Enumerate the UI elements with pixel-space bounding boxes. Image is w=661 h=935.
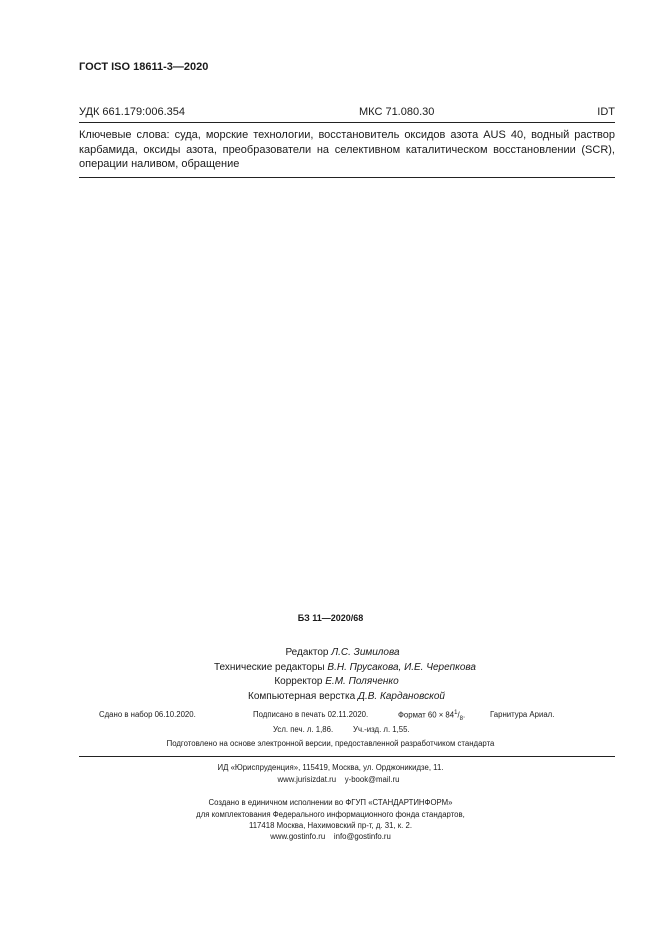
idt-mark: IDT — [597, 106, 615, 118]
creator-site[interactable]: www.gostinfo.ru — [270, 832, 326, 841]
format-info: Формат $60 \times 84^1/_8$. — [398, 710, 466, 723]
editor-line: Редактор Л.С. Зимилова — [285, 647, 400, 658]
font-info: Гарнитура Ариал. — [490, 710, 555, 719]
tech-editors-line: Технические редакторы В.Н. Прусакова, И.Е. Черепкова — [213, 661, 476, 673]
credits-block — [0, 646, 661, 704]
publisher-address: ИД «Юриспруденция», 115419, Москва, ул. Орджоникидзе, 11. — [217, 763, 444, 772]
layout-name: Д.В. Кардановской — [357, 690, 445, 702]
layout-line: Компьютерная верстка Д.В. Кардановской — [248, 690, 445, 702]
corrector-line: Корректор Е.М. Поляченко — [274, 676, 399, 687]
publisher-site[interactable]: www.jurisizdat.ru — [277, 775, 337, 784]
udk-code: УДК 661.179:006.354 — [79, 106, 185, 118]
top-divider — [79, 122, 615, 123]
corrector-name: Е.М. Поляченко — [325, 676, 399, 687]
publisher-contacts — [0, 775, 661, 784]
editor-name: Л.С. Зимилова — [331, 647, 400, 658]
bottom-divider — [79, 756, 615, 757]
mks-code: МКС 71.080.30 — [359, 106, 435, 118]
print-sheets: Усл. печ. л. 1,86. — [273, 725, 334, 734]
prepared-note: Подготовлено на основе электронной версии, предоставленной разработчиком стандарта — [166, 739, 495, 748]
creator-address: 117418 Москва, Нахимовский пр-т, д. 31, к. 2. — [248, 821, 413, 830]
creator-email[interactable]: info@gostinfo.ru — [333, 832, 391, 841]
signed-date: Подписано в печать 02.11.2020. — [253, 710, 369, 719]
creator-contacts — [0, 832, 661, 841]
keywords-divider — [79, 177, 615, 178]
pub-sheets: Уч.-изд. л. 1,55. — [353, 725, 410, 734]
tech-editors-names: В.Н. Прусакова, И.Е. Черепкова — [327, 661, 476, 673]
bz-number: БЗ 11—2020/68 — [297, 613, 364, 623]
submitted-date: Сдано в набор 06.10.2020. — [99, 710, 196, 719]
creator-line-2: для комплектования Федерального информационного фонда стандартов, — [196, 810, 465, 819]
creator-line-1: Создано в единичном исполнении во ФГУП «СТАНДАРТИНФОРМ» — [208, 798, 453, 807]
keywords-text: Ключевые слова: суда, морские технологии, восстановитель оксидов азота AUS 40, водный раствор карбамида, оксиды азота, преобразователи на селективном каталитическом восстановлении (SCR), операции наливом, обращение — [79, 129, 615, 170]
publisher-email[interactable]: y-book@mail.ru — [344, 775, 400, 784]
standard-code: ГОСТ ISO 18611-3—2020 — [79, 61, 209, 73]
